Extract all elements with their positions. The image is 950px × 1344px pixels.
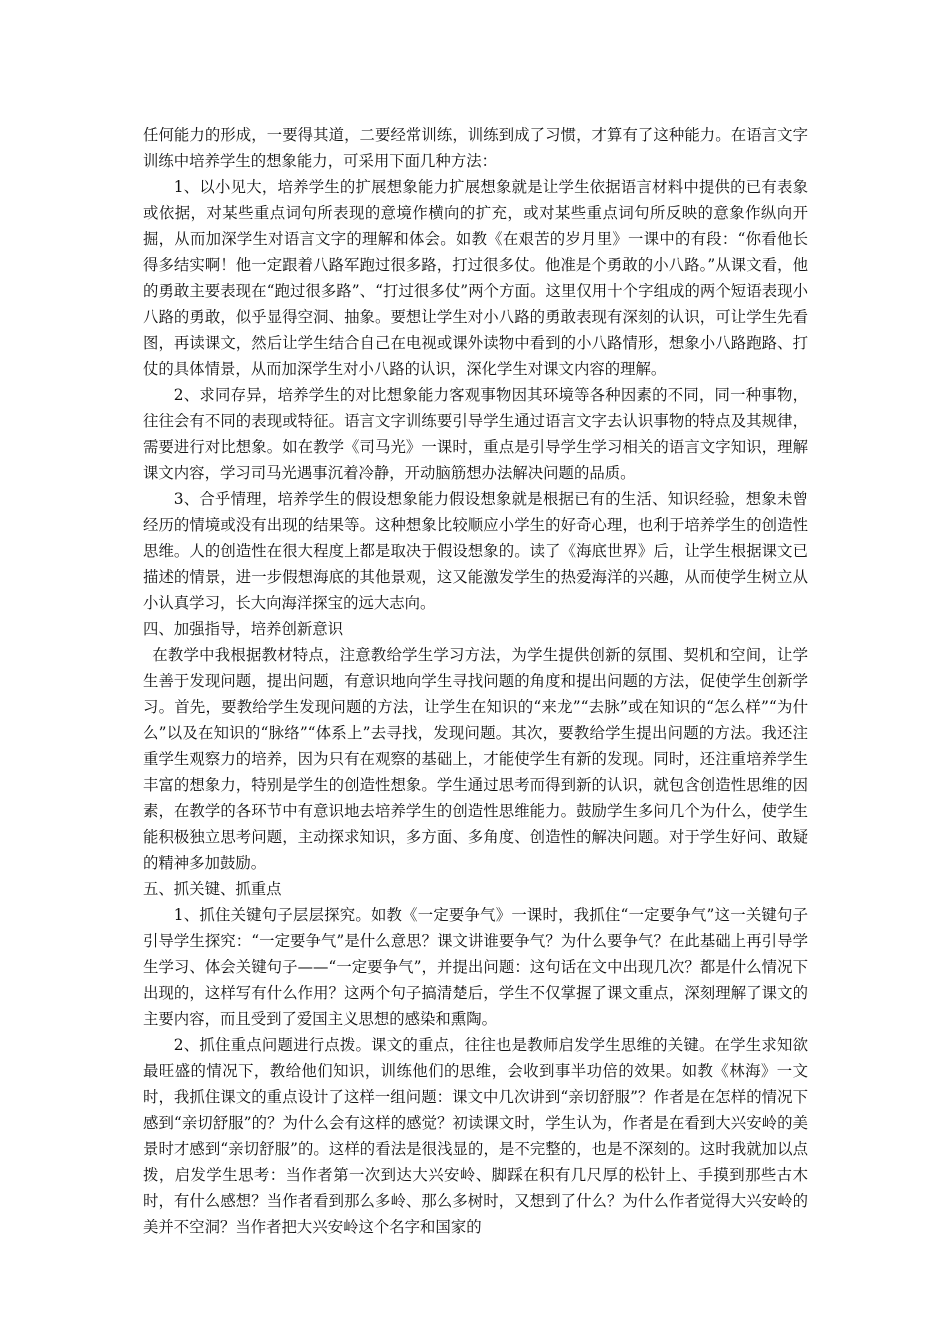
section-heading-5: 五、抓关键、抓重点 [143,880,282,898]
paragraph-key-sentence: 1、抓住关键句子层层探究。如教《一定要争气》一课时，我抓住“一定要争气”这一关键句子引导学生探究：“一定要争气”是什么意思？课文讲谁要争气？为什么要争气？在此基础上再引导学生学习、体会关键句子——“一定要争气”，并提出问题：这句话在文中出现几次？都是什么情况下出现的，这样写有什么作用？这两个句子搞清楚后，学生不仅掌握了课文重点，深刻理解了课文的主要内容，而且受到了爱国主义思想的感染和熏陶。 [143,906,808,1028]
paragraph-intro: 任何能力的形成，一要得其道，二要经常训练，训练到成了习惯，才算有了这种能力。在语言文字训练中培养学生的想象能力，可采用下面几种方法： [143,126,808,170]
section-heading-4: 四、加强指导，培养创新意识 [143,620,344,638]
paragraph-method-3: 3、合乎情理，培养学生的假设想象能力假设想象就是根据已有的生活、知识经验，想象未曾经历的情境或没有出现的结果等。这种想象比较顺应小学生的好奇心理，也利于培养学生的创造性思维。人的创造性在很大程度上都是取决于假设想象的。读了《海底世界》后，让学生根据课文已描述的情景，进一步假想海底的其他景观，这又能激发学生的热爱海洋的兴趣，从而使学生树立从小认真学习，长大向海洋探宝的远大志向。 [143,490,808,612]
paragraph-method-1: 1、以小见大，培养学生的扩展想象能力扩展想象就是让学生依据语言材料中提供的已有表象或依据，对某些重点词句所表现的意境作横向的扩充，或对某些重点词句所反映的意象作纵向开掘，从而加深学生对语言文字的理解和体会。如教《在艰苦的岁月里》一课中的有段：“你看他长得多结实啊！他一定跟着八路军跑过很多路，打过很多仗。他准是个勇敢的小八路。”从课文看，他的勇敢主要表现在“跑过很多路”、“打过很多仗”两个方面。这里仅用十个字组成的两个短语表现小八路的勇敢，似乎显得空洞、抽象。要想让学生对小八路的勇敢表现有深刻的认识，可让学生先看图，再读课文，然后让学生结合自己在电视或课外读物中看到的小八路情形，想象小八路跑路、打仗的具体情景，从而加深学生对小八路的认识，深化学生对课文内容的理解。 [143,178,808,378]
document-page [143,122,808,1240]
paragraph-section-4: 在教学中我根据教材特点，注意教给学生学习方法，为学生提供创新的氛围、契机和空间，让学生善于发现问题，提出问题，有意识地向学生寻找问题的角度和提出问题的方法，促使学生创新学习。首先，要教给学生发现问题的方法，让学生在知识的“来龙”“去脉”或在知识的“怎么样”“为什么”以及在知识的“脉络”“体系上”去寻找，发现问题。其次，要教给学生提出问题的方法。我还注重学生观察力的培养，因为只有在观察的基础上，才能使学生有新的发现。同时，还注重培养学生丰富的想象力，特别是学生的创造性想象。学生通过思考而得到新的认识，就包含创造性思维的因素，在教学的各环节中有意识地去培养学生的创造性思维能力。鼓励学生多问几个为什么，使学生能积极独立思考问题，主动探求知识，多方面、多角度、创造性的解决问题。对于学生好问、敢疑的精神多加鼓励。 [143,646,808,872]
paragraph-key-question: 2、抓住重点问题进行点拨。课文的重点，往往也是教师启发学生思维的关键。在学生求知欲最旺盛的情况下，教给他们知识，训练他们的思维，会收到事半功倍的效果。如教《林海》一文时，我抓住课文的重点设计了这样一组问题：课文中几次讲到“亲切舒服”？作者是在怎样的情况下感到“亲切舒服”的？为什么会有这样的感觉？初读课文时，学生认为，作者是在看到大兴安岭的美景时才感到“亲切舒服”的。这样的看法是很浅显的，是不完整的，也是不深刻的。这时我就加以点拨，启发学生思考：当作者第一次到达大兴安岭、脚踩在积有几尺厚的松针上、手摸到那些古木时，有什么感想？当作者看到那么多岭、那么多树时，又想到了什么？为什么作者觉得大兴安岭的美并不空洞？当作者把大兴安岭这个名字和国家的 [143,1036,808,1236]
paragraph-method-2: 2、求同存异，培养学生的对比想象能力客观事物因其环境等各种因素的不同，同一种事物，往往会有不同的表现或特征。语言文字训练要引导学生通过语言文字去认识事物的特点及其规律，需要进行对比想象。如在教学《司马光》一课时，重点是引导学生学习相关的语言文字知识，理解课文内容，学习司马光遇事沉着冷静，开动脑筋想办法解决问题的品质。 [143,386,808,482]
